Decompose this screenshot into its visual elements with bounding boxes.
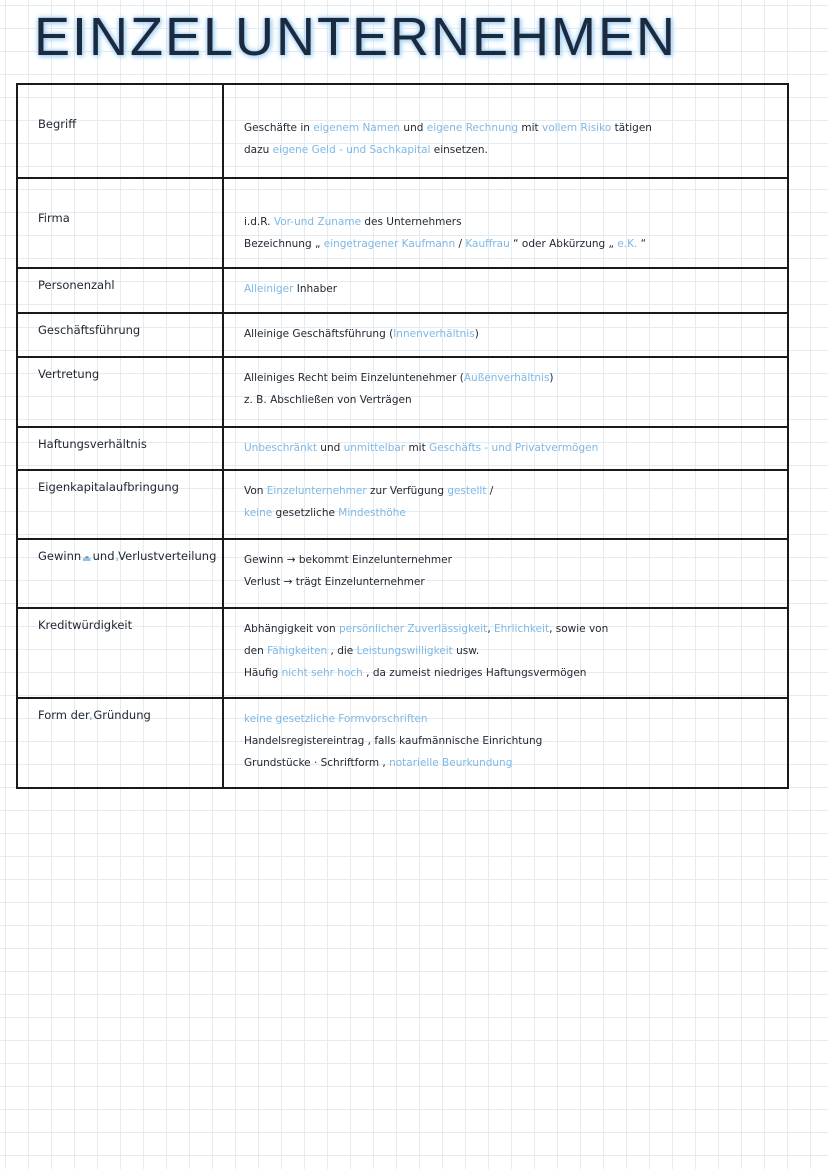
- text-segment: Häufig: [244, 667, 282, 679]
- highlighted-text: e.K.: [617, 238, 638, 250]
- table-row: [17, 539, 788, 608]
- table-row: [17, 427, 788, 470]
- row-label-cell: [17, 313, 223, 357]
- row-label: Kreditwürdigkeit: [38, 618, 133, 632]
- highlighted-text: Geschäfts - und Privatvermögen: [429, 442, 599, 454]
- content-line: [244, 117, 787, 139]
- text-segment: dazu: [244, 144, 273, 156]
- row-content: [224, 471, 787, 524]
- row-label: Personenzahl: [38, 278, 115, 292]
- text-segment: Abhängigkeit von: [244, 623, 340, 635]
- row-content-cell: [223, 539, 788, 608]
- content-line: [244, 752, 787, 774]
- text-segment: tätigen: [611, 122, 652, 134]
- text-segment: ): [549, 372, 554, 384]
- table-row: [17, 608, 788, 698]
- row-label-cell: [17, 698, 223, 788]
- highlighted-text: nicht sehr hoch: [281, 667, 363, 679]
- text-segment: des Unternehmers: [361, 216, 462, 228]
- text-segment: Inhaber: [293, 283, 338, 295]
- content-line: [244, 730, 787, 752]
- row-label-cell: [17, 539, 223, 608]
- text-segment: ): [474, 328, 479, 340]
- text-segment: “: [637, 238, 647, 250]
- highlighted-text: notarielle Beurkundung: [389, 757, 513, 769]
- highlighted-text: Mindesthöhe: [338, 507, 406, 519]
- row-content: [224, 609, 787, 684]
- highlighted-text: eingetragener Kaufmann: [323, 238, 456, 250]
- highlighted-text: persönlicher Zuverlässigkeit: [339, 623, 488, 635]
- row-label-cell: [17, 608, 223, 698]
- row-content-cell: [223, 84, 788, 178]
- highlighted-text: Alleiniger: [244, 283, 294, 295]
- text-segment: , die: [327, 645, 357, 657]
- content-line: [244, 278, 787, 300]
- row-label-cell: [17, 84, 223, 178]
- text-segment: und: [400, 122, 427, 134]
- highlighted-text: vollem Risiko: [542, 122, 612, 134]
- highlighted-text: Unbeschränkt: [244, 442, 317, 454]
- row-label: Form der Gründung: [38, 708, 151, 722]
- text-segment: Grundstücke · Schriftform ,: [244, 757, 390, 769]
- text-segment: Alleinige Geschäftsführung (: [244, 328, 394, 340]
- content-line: [244, 389, 787, 411]
- row-label: Vertretung: [38, 367, 100, 381]
- text-segment: den: [244, 645, 268, 657]
- row-content: [224, 540, 787, 593]
- table-row: [17, 313, 788, 357]
- table-row: [17, 357, 788, 427]
- row-content-cell: [223, 470, 788, 539]
- text-segment: usw.: [452, 645, 480, 657]
- row-label: Geschäftsführung: [38, 323, 141, 337]
- row-label-cell: [17, 268, 223, 313]
- content-line: [244, 367, 787, 389]
- highlighted-text: eigenem Namen: [313, 122, 401, 134]
- row-content-cell: [223, 357, 788, 427]
- text-segment: , da zumeist niedriges Haftungsvermögen: [362, 667, 587, 679]
- text-segment: Handelsregistereintrag , falls kaufmännische Einrichtung: [244, 735, 543, 747]
- row-content-cell: [223, 313, 788, 357]
- content-line: [244, 502, 787, 524]
- content-line: [244, 480, 787, 502]
- row-label-cell: [17, 427, 223, 470]
- row-content-cell: [223, 608, 788, 698]
- text-segment: /: [486, 485, 494, 497]
- content-line: [244, 571, 787, 593]
- row-label-cell: [17, 357, 223, 427]
- text-segment: Alleiniges Recht beim Einzeluntenehmer (: [244, 372, 464, 384]
- text-segment: mit: [405, 442, 430, 454]
- highlighted-text: Innenverhältnis: [393, 328, 475, 340]
- text-segment: , sowie von: [549, 623, 609, 635]
- row-content: [224, 85, 787, 161]
- table-row: [17, 84, 788, 178]
- row-label: Firma: [38, 211, 70, 225]
- content-line: [244, 233, 787, 255]
- table-row: [17, 178, 788, 268]
- highlighted-text: Kauffrau: [465, 238, 510, 250]
- company-form-table: [16, 83, 789, 789]
- table-row: [17, 268, 788, 313]
- text-segment: /: [455, 238, 466, 250]
- text-segment: Gewinn → bekommt Einzelunternehmer: [244, 554, 452, 566]
- text-segment: Von: [244, 485, 267, 497]
- highlighted-text: Fähigkeiten: [267, 645, 328, 657]
- content-line: [244, 549, 787, 571]
- content-line: [244, 437, 787, 459]
- content-line: [244, 618, 787, 640]
- text-segment: z. B. Abschließen von Verträgen: [244, 394, 412, 406]
- text-segment: Bezeichnung „: [244, 238, 324, 250]
- highlighted-text: gestellt: [447, 485, 487, 497]
- row-content-cell: [223, 268, 788, 313]
- text-segment: mit: [518, 122, 542, 134]
- text-segment: Geschäfte in: [244, 122, 314, 134]
- highlighted-text: Einzelunternehmer: [266, 485, 367, 497]
- text-segment: ,: [487, 623, 494, 635]
- text-segment: zur Verfügung: [366, 485, 448, 497]
- content-line: [244, 323, 787, 345]
- row-content: [224, 428, 787, 459]
- content-line: [244, 662, 787, 684]
- row-label: Gewinn - und Verlustverteilung: [38, 549, 217, 563]
- text-segment: einsetzen.: [430, 144, 488, 156]
- content-line: [244, 640, 787, 662]
- highlighted-text: eigene Rechnung: [426, 122, 519, 134]
- text-segment: i.d.R.: [244, 216, 274, 228]
- table-row: [17, 698, 788, 788]
- row-content: [224, 699, 787, 774]
- highlighted-text: unmittelbar: [343, 442, 406, 454]
- row-label: Begriff: [38, 117, 77, 131]
- row-content: [224, 314, 787, 345]
- row-content-cell: [223, 427, 788, 470]
- row-content-cell: [223, 698, 788, 788]
- highlighted-text: keine: [244, 507, 273, 519]
- content-line: [244, 708, 787, 730]
- text-segment: gesetzliche: [272, 507, 339, 519]
- text-segment: und: [316, 442, 344, 454]
- content-line: [244, 139, 787, 161]
- highlighted-text: eigene Geld - und Sachkapital: [272, 144, 431, 156]
- highlighted-text: Außenverhältnis: [463, 372, 550, 384]
- highlighted-text: Ehrlichkeit: [494, 623, 550, 635]
- highlighted-text: Vor-und Zuname: [273, 216, 362, 228]
- row-content: [224, 179, 787, 255]
- row-content: [224, 358, 787, 411]
- page-title: EINZELUNTERNEHMEN: [34, 7, 678, 67]
- table-body: [17, 84, 788, 788]
- content-line: [244, 211, 787, 233]
- text-segment: Verlust → trägt Einzelunternehmer: [244, 576, 425, 588]
- highlighted-text: keine gesetzliche Formvorschriften: [244, 713, 428, 725]
- highlighted-text: Leistungswilligkeit: [356, 645, 453, 657]
- row-content: [224, 269, 787, 300]
- text-segment: “ oder Abkürzung „: [509, 238, 618, 250]
- row-content-cell: [223, 178, 788, 268]
- row-label-cell: [17, 178, 223, 268]
- row-label: Eigenkapitalaufbringung: [38, 480, 179, 494]
- row-label: Haftungsverhältnis: [38, 437, 147, 451]
- table-row: [17, 470, 788, 539]
- row-label-cell: [17, 470, 223, 539]
